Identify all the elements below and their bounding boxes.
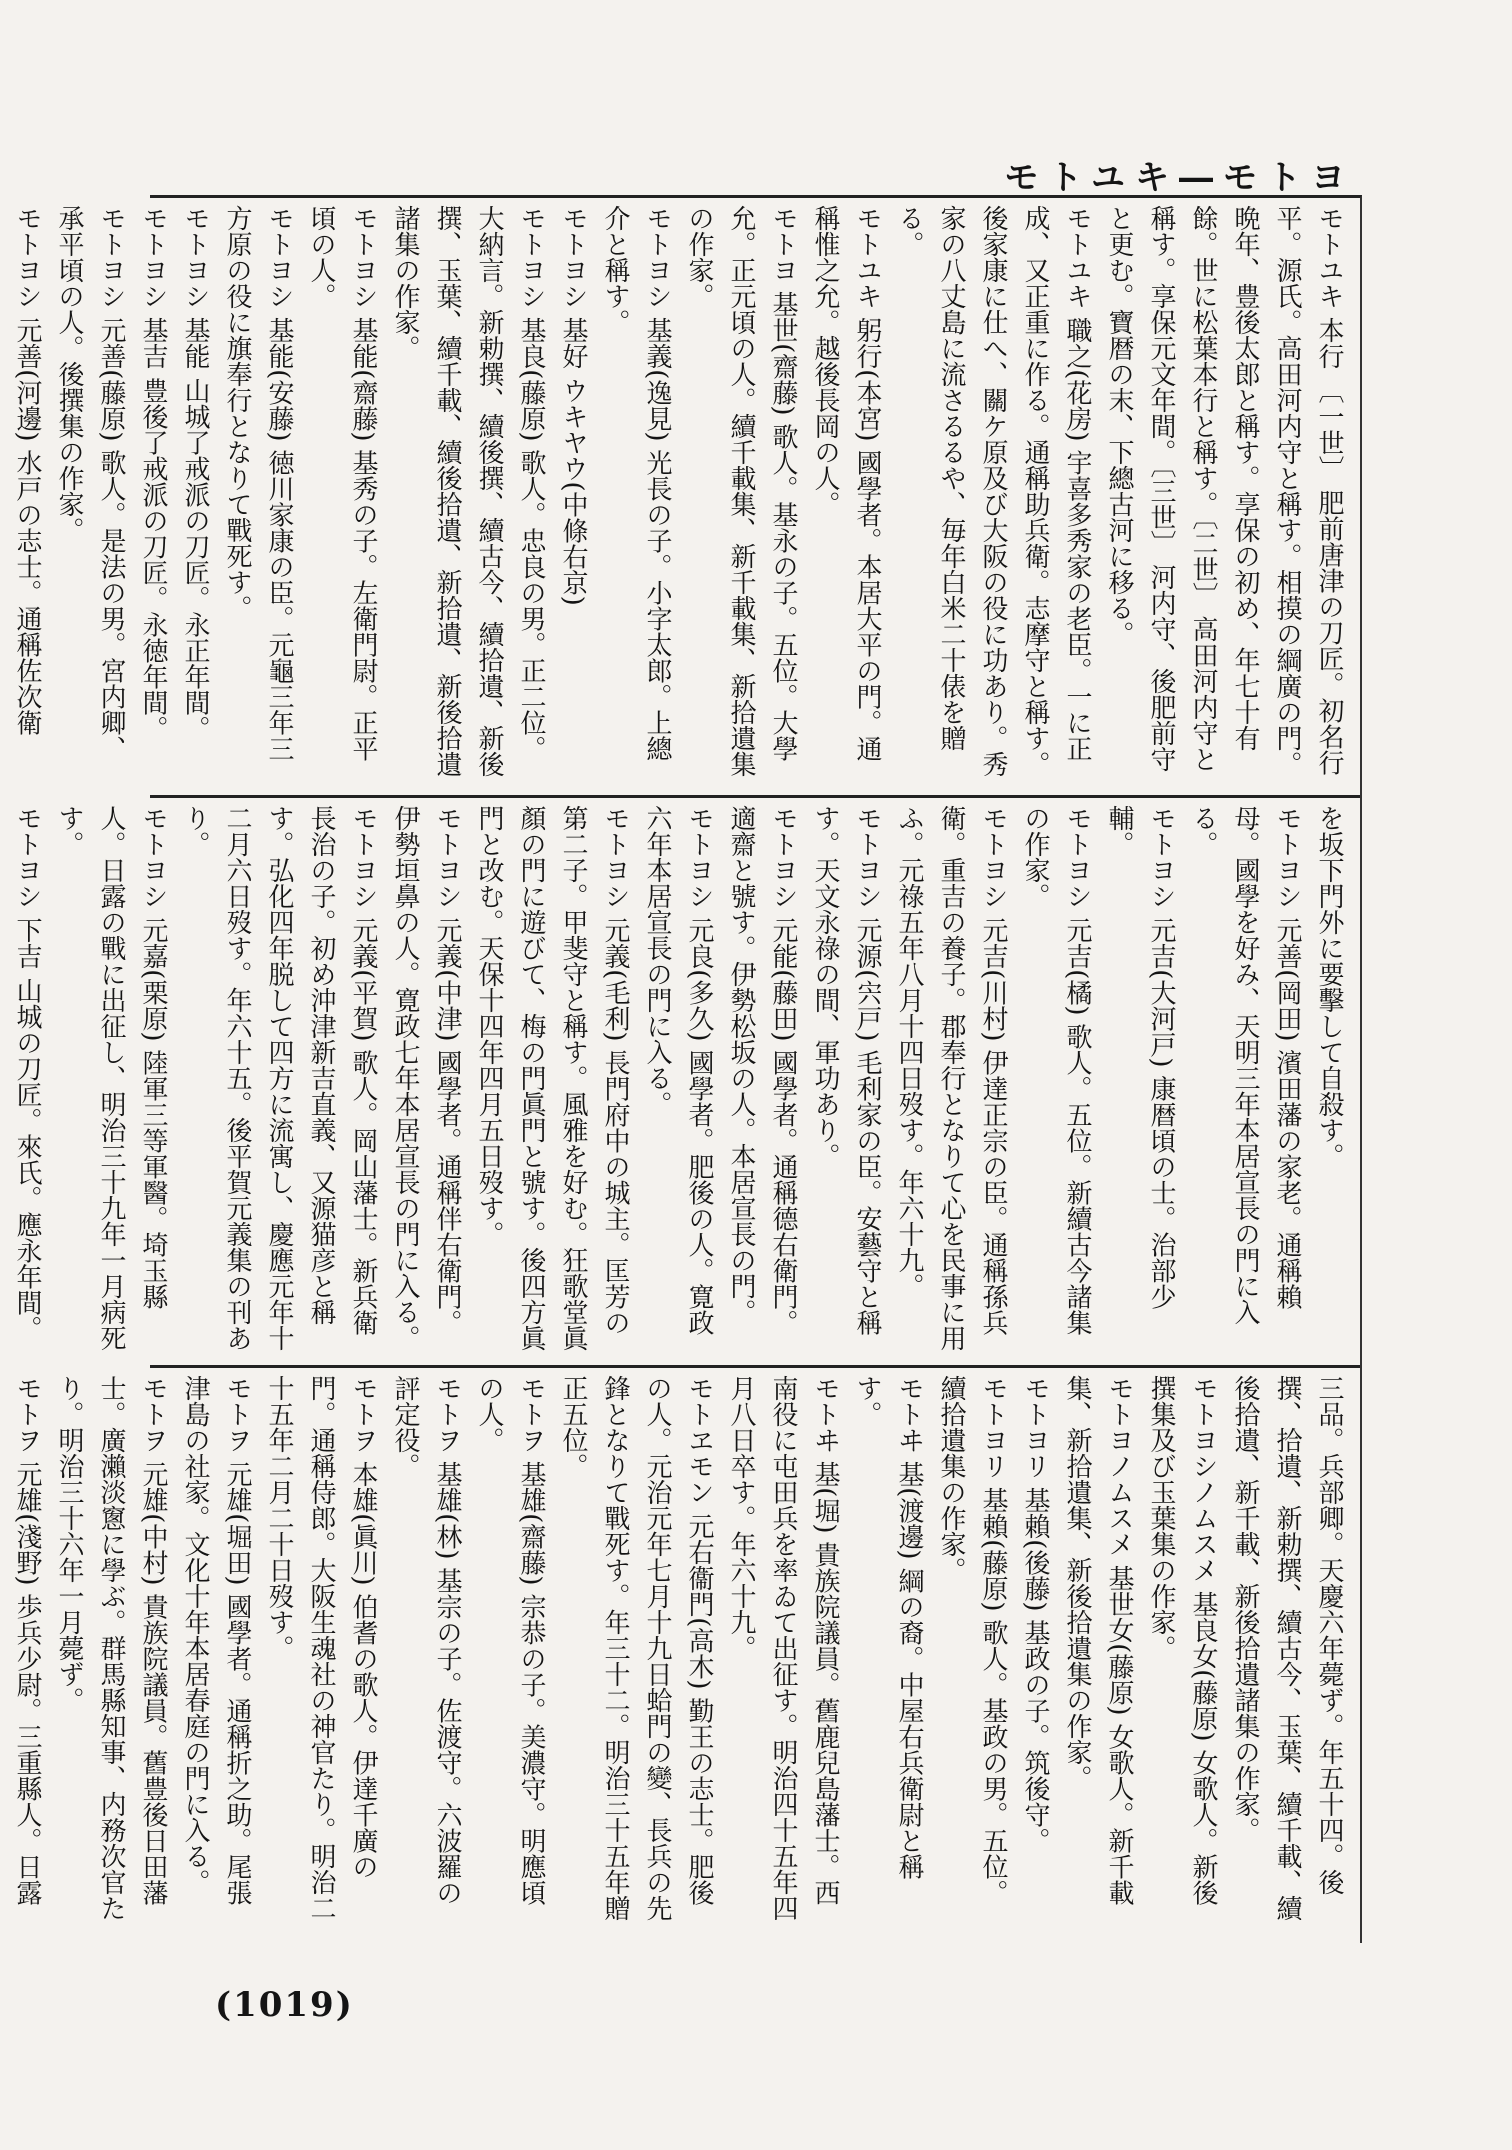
entry-motoyoshi-okawado: モトヨシ 元吉(大河戸) 康暦頃の士。治部少輔。 [1104,805,1176,1310]
entry-motoyoshi-motoyoshi: モトヨシ 基好 ウキヤウ(中條右京) [558,205,588,606]
entry-motoyoshi-hiraga: モトヨシ 元義(平賀) 歌人。岡山藩士。新兵衛長治の子。初め沖津新吉直義、又源猫彦と稱す。弘化四年脱して四方に流寓し、慶應元年十二月六日歿す。年六十五。後平賀元義集の刊あり。 [180,805,378,1351]
entry-motoyo-saito: モトヨ 基世(齋藤) 歌人。基永の子。五位。大學允。正元頃の人。續千載集、新千載集、新拾遺集の作家。 [684,205,798,777]
entry-motoyoshi-kawamura: モトヨシ 元吉(川村) 伊達正宗の臣。通稱孫兵衛。重吉の養子。郡奉行となりて心を民事に用ふ。元祿五年八月十四日歿す。年六十九。 [894,805,1008,1351]
entry-motoyoshi-tachibana: モトヨシ 元吉(橘) 歌人。五位。新續古今諸集の作家。 [1020,805,1092,1336]
entry-motoi-hori: モトヰ 基(堀) 貴族院議員。舊鹿兒島藩士。西南役に屯田兵を率ゐて出征す。明治四十五年四月八日卒す。年六十九。 [726,1375,840,1921]
running-header: モトユキ―モトヨ [1004,158,1355,198]
entry-motoi-watanabe: モトヰ 基(渡邊) 綱の裔。中屋右兵衛尉と稱す。 [852,1375,924,1880]
entry-motoyoshi-shishido: モトヨシ 元源(宍戸) 毛利家の臣。安藝守と稱す。天文永祿の間、軍功あり。 [810,805,882,1336]
section-upper [12,205,1350,785]
entry-motoyori-goto: モトヨリ 基賴(後藤) 基政の子。筑後守。 [1020,1375,1050,1854]
entry-motoyoshi-fujita: モトヨシ 元能(藤田) 國學者。通稱德右衛門。適齋と號す。伊勢松坂の人。本居宣長の門。 [726,805,798,1336]
entry-motoyoshi-shimoyoshi: モトヨシ 下吉 山城の刀匠。來氏。應永年間。 [12,805,42,1342]
entry-motoyoshinomusume: モトヨシノムスメ 基良女(藤原) 女歌人。新後撰集及び玉葉集の作家。 [1146,1375,1218,1906]
entry-motoyoshi-saito: モトヨシ 基能(齋藤) 基秀の子。左衛門尉。正平頃の人。 [306,205,378,762]
entry-motoyoshi-mori: モトヨシ 元義(毛利) 長門府中の城主。匡芳の第二子。甲斐守と稱す。風雅を好む。狂歌堂眞顏の門に遊びて、梅の門眞門と號す。後四方眞門と改む。天保十四年四月五日歿す。 [474,805,630,1351]
section-divider [150,795,1360,798]
entry-continuation: を坂下門外に要擊して自殺す。 [1314,805,1344,1169]
entry-motoyoshi-ando: モトヨシ 基能(安藤) 徳川家康の臣。元龜三年三方原の役に旗奉行となりて戰死す。 [222,205,294,762]
entry-motoyori-fujiwara: モトヨリ 基賴(藤原) 歌人。基政の男。五位。續拾遺集の作家。 [936,1375,1008,1906]
section-divider [150,1365,1360,1368]
entry-motoo-asano: モトヲ 元雄(淺野) 歩兵少尉。三重縣人。日露 [12,1375,42,1906]
section-lower [12,1375,1350,1930]
entry-continuation: 三品。兵部卿。天慶六年薨ず。年五十四。後撰、拾遺、新勅撰、續古今、玉葉、續千載、續後拾遺、新千載、新後拾遺諸集の作家。 [1230,1375,1344,1921]
entry-motoyoshi-kawabe: モトヨシ 元善(河邊) 水戸の志士。通稱佐次衛 [12,205,42,736]
section-middle [12,805,1350,1355]
entry-motoo-saito: モトヲ 基雄(齋藤) 宗恭の子。美濃守。明應頃の人。 [474,1375,546,1906]
entry-motoyoshi-fujiwara: モトヨシ 基良(藤原) 歌人。忠良の男。正二位。大納言。新勅撰、續後撰、續古今、續拾遺、新後撰、玉葉、續千載、續後拾遺、新拾遺、新後拾遺諸集の作家。 [390,205,546,777]
entry-motoyoshi-fujiwara-2: モトヨシ 元善(藤原) 歌人。是法の男。宮内卿、承平頃の人。後撰集の作家。 [54,205,126,762]
entry-motoyuki-motomiya: モトユキ 躬行(本宮) 國學者。本居大平の門。通稱惟之允。越後長岡の人。 [810,205,882,762]
entry-motoyoshi-okada: モトヨシ 元善(岡田) 濱田藩の家老。通稱賴母。國學を好み、天明三年本居宣長の門に入る。 [1188,805,1302,1325]
entry-motoo-hayashi: モトヲ 基雄(林) 基宗の子。佐渡守。六波羅の評定役。 [390,1375,462,1906]
entry-motoyonomusume: モトヨノムスメ 基世女(藤原) 女歌人。新千載集、新拾遺集、新後拾遺集の作家。 [1062,1375,1134,1906]
entry-motoo-magawa: モトヲ 本雄(眞川) 伯耆の歌人。伊達千廣の門。通稱侍郎。大阪生魂社の神官たり。明治二十五年二月二十日歿す。 [264,1375,378,1921]
entry-motoyuki-motoyuki: モトユキ 本行 〔一世〕 肥前唐津の刀匠。初名行平。源氏。高田河内守と稱す。相摸の綱廣の門。晩年、豊後太郎と稱す。享保の初め、年七十有餘。世に松葉本行と稱す。〔二世〕 高田河内守と稱す。享保元文年間。〔三世〕 河内守、後肥前守と更む。寶暦の末、下總古河に移る。 [1104,205,1344,777]
entry-motoyoshi-bungo: モトヨシ 基吉 豊後了戒派の刀匠。永徳年間。 [138,205,168,742]
entry-motoyoshi-kurihara: モトヨシ 元嘉(栗原) 陸軍三等軍醫。埼玉縣人。日露の戰に出征し、明治三十九年一月病死す。 [54,805,168,1351]
entry-motoyoshi-nakatsu: モトヨシ 元義(中津) 國學者。通稱伴右衛門。伊勢垣鼻の人。寛政七年本居宣長の門に入る。 [390,805,462,1351]
entry-motoyoshi-yamashiro: モトヨシ 基能 山城了戒派の刀匠。永正年間。 [180,205,210,742]
entry-motoo-hotta: モトヲ 元雄(堀田) 國學者。通稱折之助。尾張津島の社家。文化十年本居春庭の門に入る。 [180,1375,252,1906]
entry-motoyoshi-hemi: モトヨシ 基義(逸見) 光長の子。小字太郎。上總介と稱す。 [600,205,672,762]
entry-motoemon-takagi: モトヱモン 元右衞門(高木) 勤王の志士。肥後の人。元治元年七月十九日蛤門の變、長兵の先鋒となりて戰死す。年三十二。明治三十五年贈正五位。 [558,1375,714,1921]
entry-motoo-nakamura: モトヲ 元雄(中村) 貴族院議員。舊豊後日田藩士。廣瀨淡窻に學ぶ。群馬縣知事、内務次官たり。明治三十六年一月薨ず。 [54,1375,168,1921]
entry-motoyoshi-harana [0,805,6,1355]
page-number: (1019) [215,1985,354,2025]
entry-motoyuki-motoyuki-hanabusa: モトユキ 職之(花房) 宇喜多秀家の老臣。一に正成、又正重に作る。通稱助兵衛。志摩守と稱す。後家康に仕へ、關ケ原及び大阪の役に功あり。秀家の八丈島に流さるるや、毎年白米二十俵を贈る。 [894,205,1092,777]
entry-motoyoshi-taku: モトヨシ 元良(多久) 國學者。肥後の人。寛政六年本居宣長の門に入る。 [642,805,714,1336]
